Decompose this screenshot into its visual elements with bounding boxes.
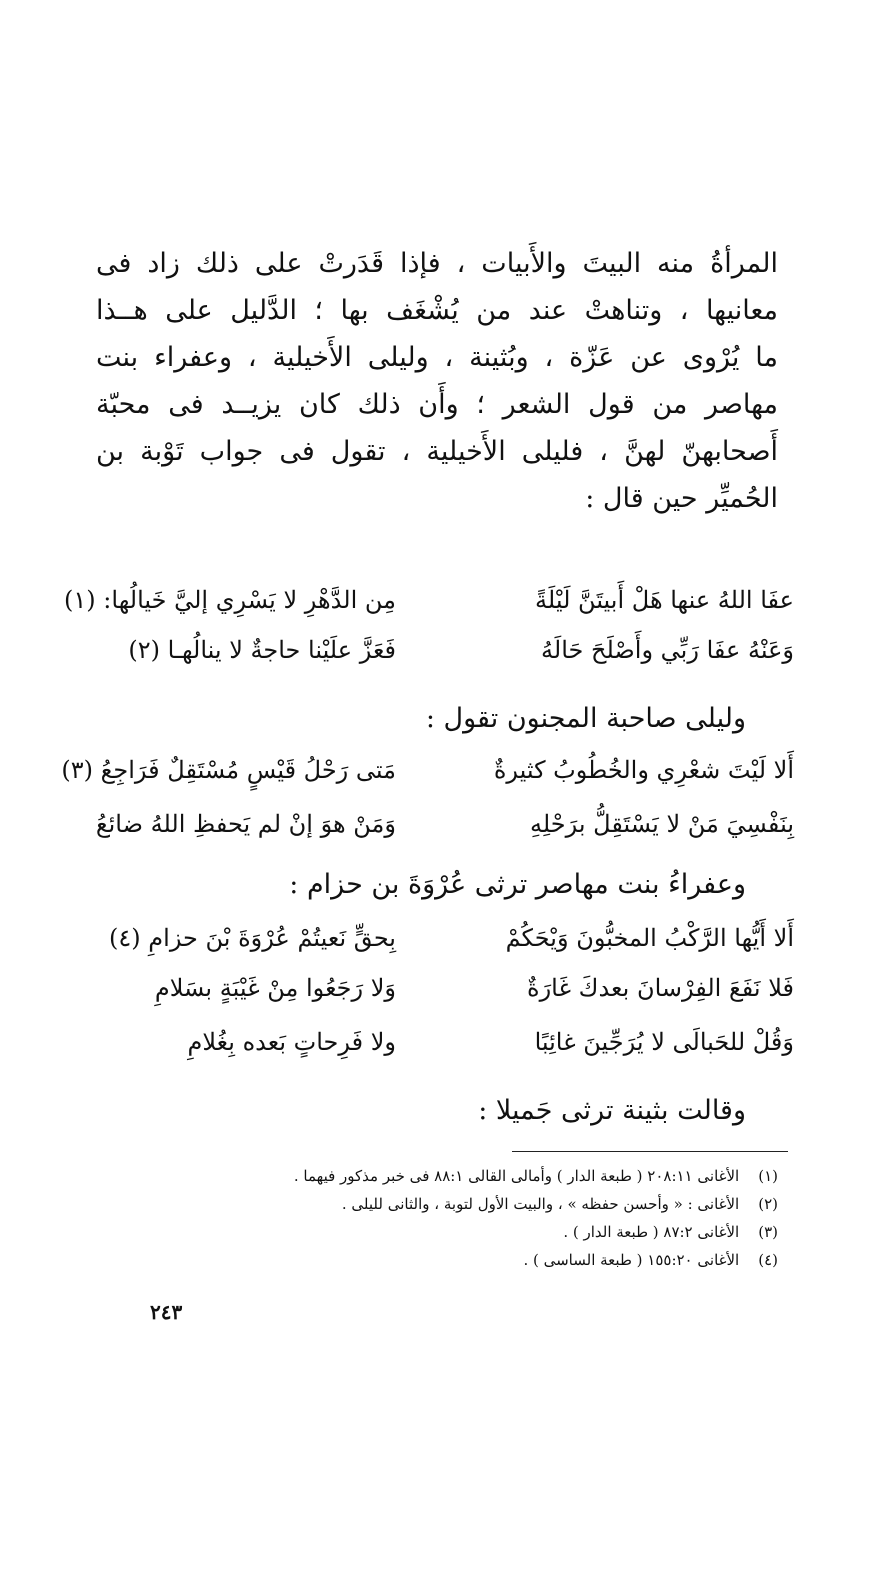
- prose-line: المرأةُ منه البيتَ والأَبيات ، فإذا قَدَرتْ على ذلك زاد فى: [96, 248, 778, 279]
- verse-first-hemistich: وَعَنْهُ عفَا رَبِّي وأَصْلَحَ حَالَهُ: [541, 636, 794, 664]
- prose-line: معانيها ، وتناهتْ عند من يُشْغَف بها ؛ الدَّليل على هــذا: [96, 295, 778, 326]
- verse-line: [96, 1020, 794, 1064]
- verse-first-hemistich: فَلا نَفَعَ الفِرْسانَ بعدكَ غَارَةٌ: [527, 974, 794, 1002]
- verse-second-hemistich: مِن الدَّهْرِ لا يَسْرِي إليَّ خَيالُها: (١): [64, 586, 396, 614]
- footnote-divider: [512, 1151, 788, 1152]
- verse-line: [96, 628, 794, 672]
- verse-line: [96, 802, 794, 846]
- verse-first-hemistich: عفَا اللهُ عنها هَلْ أَبيتَنَّ لَيْلَةً: [535, 586, 794, 614]
- footnote-text: الأغانى ٢٠٨:١١ ( طبعة الدار ) وأمالى القالى ٨٨:١ فى خبر مذكور فيهما .: [293, 1167, 740, 1185]
- verse-line: [96, 916, 794, 960]
- verse-second-hemistich: وَلا رَجَعُوا مِنْ غَيْبَةٍ بسَلامِ: [154, 974, 396, 1002]
- prose-line: ما يُرْوى عن عَزّة ، وبُثينة ، وليلى الأَخيلية ، وعفراء بنت: [96, 342, 778, 373]
- verse-line: [64, 578, 794, 622]
- footnote-number: (٤): [758, 1251, 778, 1269]
- prose-line: الحُميِّر حين قال :: [585, 483, 778, 514]
- verse-second-hemistich: فَعَزَّ علَيْنا حاجةٌ لا ينالُهـا (٢): [128, 636, 396, 664]
- verse-second-hemistich: مَتى رَحْلُ قَيْسٍ مُسْتَقِلٌ فَرَاجِعُ (٣): [61, 756, 396, 784]
- intro-buthayna: وقالت بثينة ترثى جَميلا :: [478, 1095, 746, 1126]
- intro-afra: وعفراءُ بنت مهاصر ترثى عُرْوَةَ بن حزام :: [289, 869, 746, 900]
- footnote-number: (٢): [758, 1195, 778, 1213]
- verse-first-hemistich: بِنَفْسِيَ مَنْ لا يَسْتَقِلُّ برَحْلِهِ: [529, 810, 794, 838]
- intro-layla: وليلى صاحبة المجنون تقول :: [425, 703, 746, 734]
- verse-line: [61, 748, 794, 792]
- verse-first-hemistich: أَلا أَيُّها الرَّكْبُ المخبُّونَ وَيْحَكُمْ: [505, 924, 794, 952]
- verse-second-hemistich: بِحقٍّ نَعيتُمْ عُرْوَةَ بْنَ حزامِ (٤): [109, 924, 396, 952]
- verse-first-hemistich: أَلا لَيْتَ شعْرِي والخُطُوبُ كثيرةٌ: [493, 756, 794, 784]
- footnote-text: الأغانى ١٥٥:٢٠ ( طبعة الساسى ) .: [523, 1251, 740, 1269]
- footnote: [100, 1247, 778, 1273]
- footnote-text: الأغانى ٨٧:٢ ( طبعة الدار ) .: [563, 1223, 740, 1241]
- footnote: [100, 1163, 778, 1189]
- prose-line: مهاصر من قول الشعر ؛ وأَن ذلك كان يزيــد فى محبّة: [96, 389, 778, 420]
- verse-second-hemistich: ولا فَرِحاتٍ بَعده بِغُلامِ: [187, 1028, 396, 1056]
- verse-first-hemistich: وَقُلْ للحَبالَى لا يُرَجِّينَ غائِبًا: [534, 1028, 794, 1056]
- footnote: [100, 1219, 778, 1245]
- footnote-text: الأغانى : « وأحسن حفظه » ، والبيت الأول لتوبة ، والثانى لليلى .: [341, 1195, 740, 1213]
- footnote: [100, 1191, 778, 1217]
- page-number: ٢٤٣: [150, 1300, 183, 1324]
- footnote-number: (١): [758, 1167, 778, 1185]
- verse-second-hemistich: وَمَنْ هوَ إنْ لم يَحفظِ اللهُ ضائعُ: [95, 810, 396, 838]
- prose-line: أَصحابهنّ لهنَّ ، فليلى الأَخيلية ، تقول فى جواب تَوْبة بن: [96, 436, 778, 467]
- prose-paragraph: [96, 240, 778, 522]
- footnote-number: (٣): [758, 1223, 778, 1241]
- verse-line: [96, 966, 794, 1010]
